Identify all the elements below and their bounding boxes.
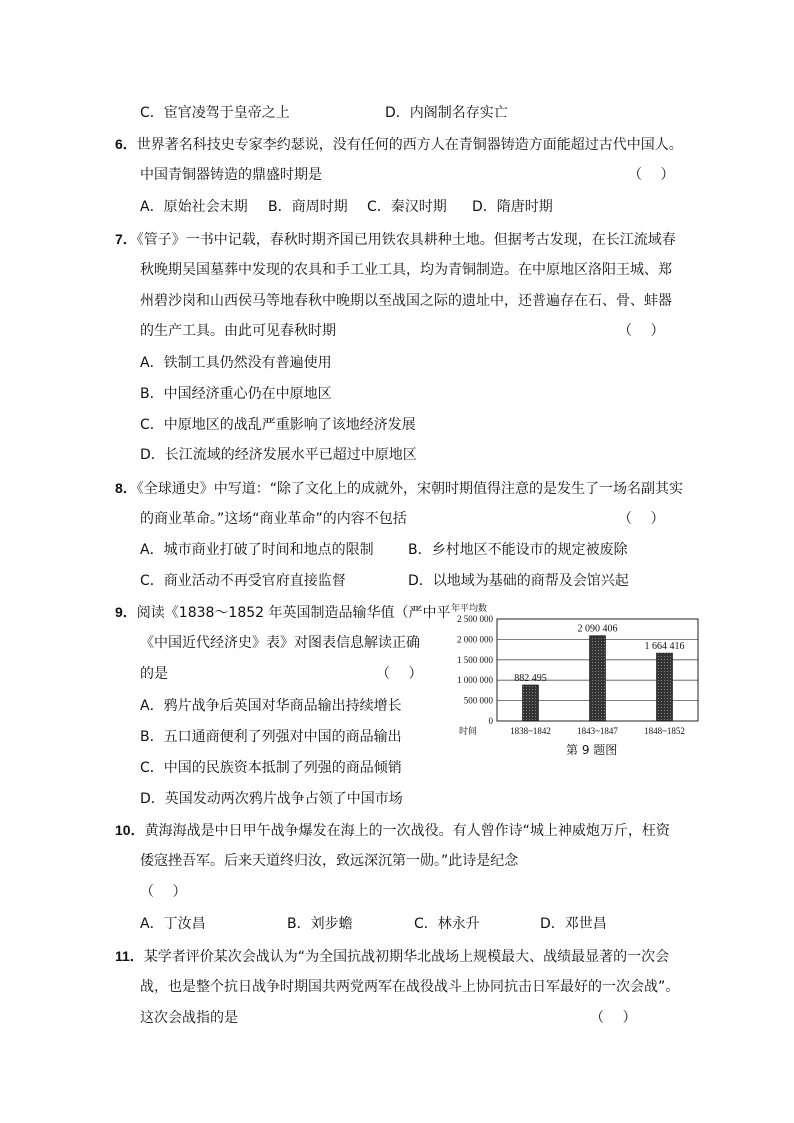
q10-option-c: C．林永升: [414, 916, 480, 932]
chart-x-tick-label: 1848~1852: [644, 726, 685, 736]
q9-answer-paren: （ ）: [376, 666, 423, 682]
q11-stem: [115, 947, 669, 966]
q10-stem-line2: 倭寇挫吾军。后来天道终归汝，致远深沉第一勋。”此诗是纪念: [140, 853, 519, 869]
chart-bar-value-label: 882 495: [514, 672, 547, 684]
q8-number: 8．: [115, 480, 137, 496]
q7-stem-line3: 州碧沙岗和山西侯马等地春秋中晚期以至战国之际的遗址中，还普遍存在石、骨、蚌器: [140, 293, 672, 309]
q10-stem-line1: 黄海海战是中日甲午战争爆发在海上的一次战役。有人曾作诗“城上神威炮万斤，枉资: [144, 823, 670, 839]
chart-y-tick-label: 500 000: [463, 695, 493, 706]
chart-bar-value-label: 2 090 406: [577, 623, 618, 635]
q5-option-d: D．内阁制名存实亡: [385, 105, 508, 121]
q7-stem-line4: 的生产工具。由此可见春秋时期: [140, 323, 336, 339]
q5-option-c: C．宦官凌驾于皇帝之上: [140, 105, 290, 121]
q6-option-c: C．秦汉时期: [367, 199, 447, 215]
q9-option-c: C．中国的民族资本抵制了列强的商品倾销: [140, 760, 402, 776]
q6-stem-line1: 世界著名科技史专家李约瑟说，没有任何的西方人在青铜器铸造方面能超过古代中国人。: [136, 137, 683, 153]
q9-stem: [115, 603, 451, 622]
q10-stem: [115, 821, 670, 840]
chart-x-tick-label: 1838~1842: [510, 726, 551, 736]
q8-stem-line2: 的商业革命。”这场“商业革命”的内容不包括: [140, 511, 407, 527]
chart-bar: [590, 636, 606, 721]
q8-answer-paren: （ ）: [618, 511, 665, 527]
q6-option-b: B．商周时期: [268, 199, 348, 215]
chart-bar: [657, 653, 673, 721]
q9-stem-line3: 的是: [140, 666, 168, 682]
q11-stem-line2: 战，也是整个抗日战争时期国共两党两军在战役战斗上协同抗击日军最好的一次会战”。: [140, 979, 680, 995]
q9-option-d: D．英国发动两次鸦片战争占领了中国市场: [140, 791, 403, 807]
q9-chart-svg: [441, 601, 709, 759]
q11-stem-line1: 某学者评价某次会战认为“为全国抗战初期华北战场上规模最大、战绩最显著的一次会: [143, 949, 670, 965]
q6-option-a: A．原始社会末期: [140, 199, 248, 215]
q7-option-d: D．长江流域的经济发展水平已超过中原地区: [140, 447, 417, 463]
q9-figure-caption: 第 9 题图: [566, 743, 618, 757]
q10-number: 10．: [115, 822, 145, 838]
chart-bar: [523, 685, 539, 721]
q6-stem-line2: 中国青铜器铸造的鼎盛时期是: [140, 167, 322, 183]
q7-stem: [115, 230, 676, 249]
q8-option-c: C．商业活动不再受官府直接监督: [140, 573, 346, 589]
q7-stem-line1: 《管子》一书中记载，春秋时期齐国已用铁农具耕种土地。但据考古发现，在长江流域春: [136, 232, 676, 248]
q8-option-d: D．以地域为基础的商帮及会馆兴起: [408, 573, 629, 589]
q9-stem-line2: 《中国近代经济史》表》对图表信息解读正确: [140, 635, 420, 651]
q8-option-a: A．城市商业打破了时间和地点的限制: [140, 542, 374, 558]
q10-option-a: A．丁汝昌: [140, 916, 206, 932]
q9-bar-chart: [441, 601, 709, 759]
q8-option-b: B．乡村地区不能设市的规定被废除: [408, 542, 628, 558]
chart-y-tick-label: 0: [488, 716, 493, 726]
q8-stem: [115, 479, 683, 498]
q7-option-c: C．中原地区的战乱严重影响了该地经济发展: [140, 417, 416, 433]
q11-stem-line3: 这次会战指的是: [140, 1010, 238, 1026]
q6-answer-paren: （ ）: [628, 167, 675, 183]
chart-x-axis-label: 时间: [459, 726, 478, 736]
q9-option-b: B．五口通商便利了列强对中国的商品输出: [140, 729, 402, 745]
q6-number: 6．: [115, 136, 137, 152]
q10-option-b: B．刘步蟾: [287, 916, 353, 932]
q6-stem: [115, 135, 683, 154]
q7-number: 7．: [115, 231, 137, 247]
chart-y-tick-label: 1 000 000: [457, 675, 493, 686]
chart-y-tick-label: 1 500 000: [457, 654, 493, 665]
q7-answer-paren: （ ）: [618, 323, 665, 339]
chart-y-axis-label: 年平均数: [451, 603, 488, 613]
q7-option-b: B．中国经济重心仍在中原地区: [140, 386, 332, 402]
q9-stem-line1: 阅读《1838～1852 年英国制造品输华值（严中平: [136, 605, 451, 621]
q8-stem-line1: 《全球通史》中写道：“除了文化上的成就外，宋朝时期值得注意的是发生了一场名副其实: [136, 481, 684, 497]
q10-answer-paren: （ ）: [140, 884, 187, 900]
chart-bar-value-label: 1 664 416: [644, 641, 685, 653]
q11-answer-paren: （ ）: [590, 1010, 637, 1026]
q6-option-d: D．隋唐时期: [472, 199, 553, 215]
chart-y-tick-label: 2 500 000: [457, 614, 493, 624]
q7-stem-line2: 秋晚期吴国墓葬中发现的农具和手工业工具，均为青铜制造。在中原地区洛阳王城、郑: [140, 262, 672, 278]
q10-option-d: D．邓世昌: [540, 916, 607, 932]
q7-option-a: A．铁制工具仍然没有普遍使用: [140, 355, 332, 371]
q11-number: 11．: [115, 948, 144, 964]
chart-x-tick-label: 1843~1847: [577, 726, 618, 736]
q9-number: 9．: [115, 604, 137, 620]
chart-y-tick-label: 2 000 000: [457, 634, 493, 645]
q9-option-a: A．鸦片战争后英国对华商品输出持续增长: [140, 698, 402, 714]
